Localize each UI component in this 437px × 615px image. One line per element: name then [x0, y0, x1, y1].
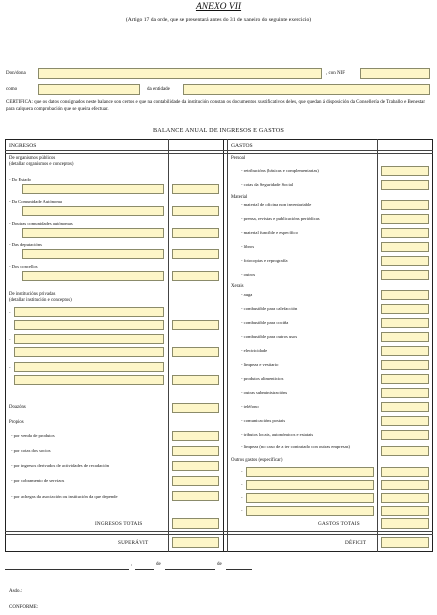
material-item-4: - fotocopias e reprografía	[241, 258, 288, 263]
xerais-item-4-field[interactable]	[381, 346, 429, 356]
label-nif: , con NIF	[326, 71, 346, 76]
deputacions-detail-field[interactable]	[22, 249, 164, 259]
month-line[interactable]	[165, 569, 215, 570]
privada-1-name-field[interactable]	[14, 307, 164, 317]
xerais-item-10-field[interactable]	[381, 430, 429, 440]
page-title: ANEXO VII	[195, 2, 242, 12]
material-item-1: - prensa, revistas e publicacións periódicas	[241, 216, 320, 221]
page-subtitle: (Artigo 17 da orde, que se presentará antes do 31 de xaneiro do seguinte exercicio)	[125, 17, 312, 23]
inst-privadas-label: De institucións privadas	[9, 292, 56, 297]
limpeza-contratado-field[interactable]	[381, 446, 429, 456]
gastos-heading: GASTOS	[231, 143, 253, 149]
concellos-label: - Dos concellos	[9, 264, 38, 269]
role-field[interactable]	[38, 84, 140, 95]
material-item-0-field[interactable]	[381, 200, 429, 210]
privada-2-concept-field[interactable]	[14, 347, 164, 357]
material-item-1-field[interactable]	[381, 214, 429, 224]
xerais-item-5: - limpeza e vestiario	[241, 362, 279, 367]
outros-3-dash: -	[241, 495, 243, 500]
center-divider-inner	[227, 139, 228, 552]
ingresos-heading: INGRESOS	[9, 143, 37, 149]
actividades-amount-field[interactable]	[172, 461, 219, 471]
superavit-label: SUPERÁVIT	[118, 540, 149, 546]
org-publicos-detail: (detallar organismos e conceptos)	[9, 162, 74, 167]
privada-3-dash: -	[9, 365, 11, 370]
material-item-4-field[interactable]	[381, 256, 429, 266]
certification-text: CERTIFICA: que os datos consignados neste balance son certos e que na contabilidade da institución constan os documentos xustificativos deles, que quedan á disposición da Consellería de Traballo e Benestar para calquera comprobación que se queira efectuar.	[6, 100, 426, 112]
balance-table	[5, 139, 433, 552]
xerais-item-9-field[interactable]	[381, 416, 429, 426]
outras-comunidades-label: - Doutras comunidades autónomas	[9, 221, 73, 226]
xerais-label: Xerais	[231, 284, 244, 289]
ingresos-totais-label: INGRESOS TOTAIS	[95, 521, 143, 527]
xerais-item-1: - combustible para calefacción	[241, 306, 298, 311]
label-como: como	[6, 87, 18, 92]
outros-4-concept-field[interactable]	[246, 506, 374, 516]
retribucions-amount-field[interactable]	[381, 166, 429, 176]
material-item-2-field[interactable]	[381, 228, 429, 238]
seguridade-amount-field[interactable]	[381, 180, 429, 190]
outras-comunidades-amount-field[interactable]	[172, 228, 219, 238]
outros-4-dash: -	[241, 508, 243, 513]
gastos-amount-divider	[377, 139, 378, 552]
xerais-item-8-field[interactable]	[381, 402, 429, 412]
xerais-item-3-field[interactable]	[381, 332, 429, 342]
xerais-item-0: - auga	[241, 292, 253, 297]
gastos-totais-field[interactable]	[381, 518, 429, 529]
outros-1-amount-field[interactable]	[381, 467, 429, 477]
material-item-0: - material de oficina non inventariable	[241, 202, 312, 207]
material-item-3: - libros	[241, 244, 255, 249]
achegas-label: - por achegas da asociación ou institución da que depende	[11, 494, 118, 499]
privada-2-name-field[interactable]	[14, 334, 164, 344]
outros-2-concept-field[interactable]	[246, 480, 374, 490]
do-estado-detail-field[interactable]	[22, 184, 164, 194]
outras-comunidades-detail-field[interactable]	[22, 228, 164, 238]
org-publicos-label: De organismos públicos	[9, 156, 56, 161]
seguridade-label: - cotas da Seguridade Social	[241, 182, 294, 187]
venda-amount-field[interactable]	[172, 431, 219, 441]
xerais-item-6: - produtos alimenticios	[241, 376, 284, 381]
ingresos-amount-divider	[168, 139, 169, 552]
balance-title: BALANCE ANUAL DE INGRESOS E GASTOS	[152, 127, 285, 134]
doazons-label: Doazóns	[9, 405, 26, 410]
retribucions-label: - retribucións (básicas e complementarias)	[241, 168, 319, 173]
xerais-item-4: - electricidade	[241, 348, 268, 353]
material-item-3-field[interactable]	[381, 242, 429, 252]
privada-1-concept-field[interactable]	[14, 320, 164, 330]
actividades-label: - por ingresos derivados de actividades de recadación	[11, 463, 110, 468]
asdo-label: Asdo.:	[9, 589, 23, 594]
xerais-item-9: - comunicacións postais	[241, 418, 286, 423]
outros-3-concept-field[interactable]	[246, 493, 374, 503]
comunidade-detail-field[interactable]	[22, 206, 164, 216]
privada-2-dash: -	[9, 337, 11, 342]
limpeza-contratado-label: - limpeza (no caso de a ter contratado con outras empresas)	[241, 444, 350, 449]
doazons-amount-field[interactable]	[172, 403, 219, 413]
name-field[interactable]	[38, 68, 322, 79]
privada-3-name-field[interactable]	[14, 362, 164, 372]
deficit-field[interactable]	[381, 537, 429, 548]
achegas-amount-field[interactable]	[172, 491, 219, 501]
privada-2-amount-field[interactable]	[172, 347, 219, 357]
deputacions-label: - Das deputacións	[9, 242, 42, 247]
xerais-item-2-field[interactable]	[381, 318, 429, 328]
year-line[interactable]	[226, 569, 252, 570]
concellos-detail-field[interactable]	[22, 271, 164, 281]
privada-1-amount-field[interactable]	[172, 320, 219, 330]
day-line[interactable]	[135, 569, 154, 570]
xerais-item-2: - combustible para cociña	[241, 320, 289, 325]
outros-3-amount-field[interactable]	[381, 493, 429, 503]
xerais-item-6-field[interactable]	[381, 374, 429, 384]
outros-label: Outros gastos (especificar)	[231, 458, 283, 463]
do-estado-label: - Do Estado	[9, 177, 31, 182]
concellos-amount-field[interactable]	[172, 271, 219, 281]
propios-label: Propios	[9, 420, 24, 425]
material-label: Material	[231, 195, 248, 200]
xerais-item-5-field[interactable]	[381, 360, 429, 370]
xerais-item-8: - teléfono	[241, 404, 259, 409]
totals-divider	[5, 531, 433, 535]
xerais-item-0-field[interactable]	[381, 290, 429, 300]
conforme-label: CONFORME:	[9, 605, 39, 610]
material-item-5-field[interactable]	[381, 270, 429, 280]
label-entidade: da entidade	[147, 87, 170, 92]
material-item-5: - outros	[241, 272, 256, 277]
footer-comma: ,	[131, 562, 133, 567]
xerais-item-1-field[interactable]	[381, 304, 429, 314]
venda-label: - por venda de produtos	[11, 433, 55, 438]
nif-field[interactable]	[360, 68, 430, 79]
privada-3-concept-field[interactable]	[14, 375, 164, 385]
superavit-field[interactable]	[172, 537, 219, 548]
header-divider	[5, 150, 433, 154]
privada-3-amount-field[interactable]	[172, 375, 219, 385]
persoal-label: Persoal	[231, 156, 246, 161]
privada-1-dash: -	[9, 310, 11, 315]
deputacions-amount-field[interactable]	[172, 249, 219, 259]
footer-de-1: de	[156, 562, 161, 567]
center-divider	[223, 139, 224, 552]
deficit-label: DÉFICIT	[345, 540, 367, 546]
comunidade-label: - Da Comunidade Autónoma	[9, 199, 62, 204]
entity-field[interactable]	[183, 84, 430, 95]
outros-1-dash: -	[241, 469, 243, 474]
xerais-item-7: - outras subministracións	[241, 390, 288, 395]
outros-2-dash: -	[241, 482, 243, 487]
footer-de-2: de	[217, 562, 222, 567]
outros-2-amount-field[interactable]	[381, 480, 429, 490]
label-dondona: Don/dona	[6, 71, 26, 76]
place-line[interactable]	[5, 569, 129, 570]
outros-1-concept-field[interactable]	[246, 467, 374, 477]
xerais-item-10: - tributos locais, autonómicos e estatais	[241, 432, 314, 437]
cobramento-label: - por cobramento de servizos	[11, 478, 65, 483]
inst-privadas-detail: (detallar institución e conceptos)	[9, 298, 72, 303]
xerais-item-7-field[interactable]	[381, 388, 429, 398]
do-estado-amount-field[interactable]	[172, 184, 219, 194]
xerais-item-3: - combustible para outros usos	[241, 334, 298, 339]
cotas-label: - por cotas dos socios	[11, 448, 51, 453]
comunidade-amount-field[interactable]	[172, 206, 219, 216]
gastos-totais-label: GASTOS TOTAIS	[318, 521, 360, 527]
cotas-amount-field[interactable]	[172, 446, 219, 456]
outros-4-amount-field[interactable]	[381, 506, 429, 516]
ingresos-totais-field[interactable]	[172, 518, 219, 529]
cobramento-amount-field[interactable]	[172, 476, 219, 486]
material-item-2: - material funcible e específico	[241, 230, 298, 235]
